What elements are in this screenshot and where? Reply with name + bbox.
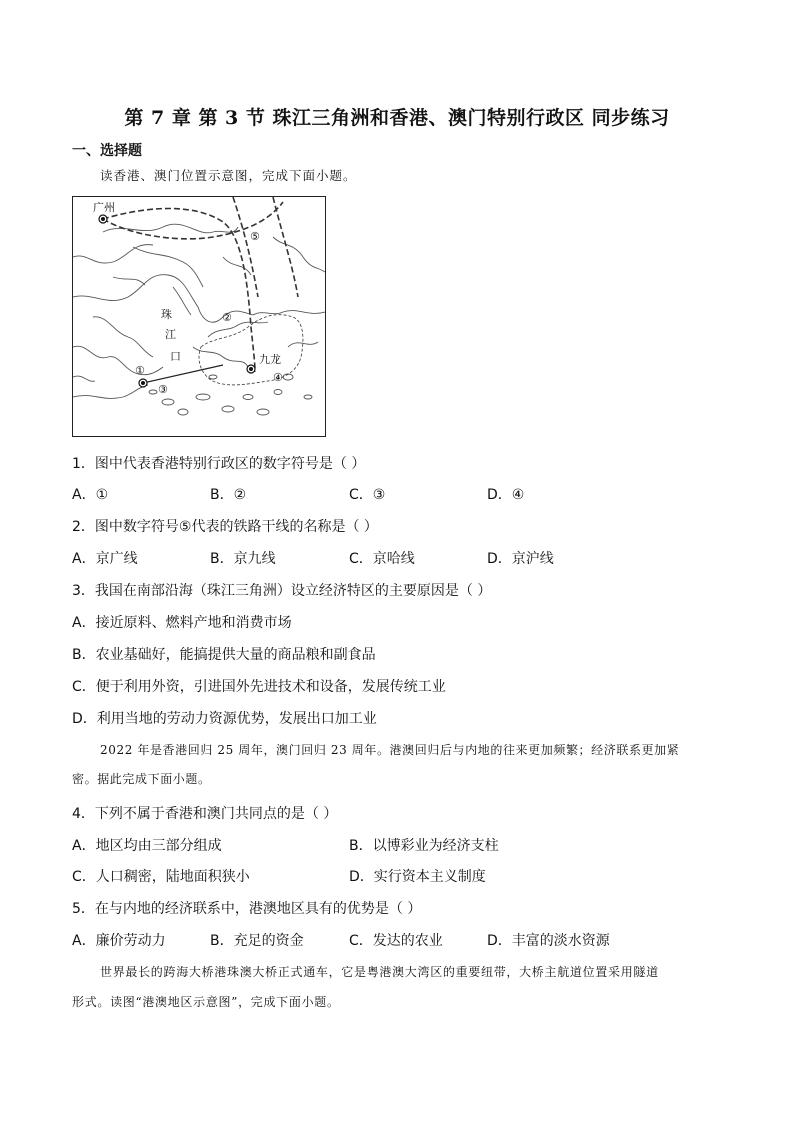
q5-option-b: B．充足的资金 xyxy=(210,933,304,949)
q2-option-c: C．京哈线 xyxy=(349,551,415,567)
q3-option-d: D．利用当地的劳动力资源优势，发展出口加工业 xyxy=(72,711,377,727)
section-heading: 一、选择题 xyxy=(72,143,142,159)
intro-text-2-line-2: 密。据此完成下面小题。 xyxy=(72,772,211,786)
question-4-stem: 4．下列不属于香港和澳门共同点的是（ ） xyxy=(72,806,338,822)
q1-option-d: D．④ xyxy=(487,487,525,503)
question-1-stem: 1．图中代表香港特别行政区的数字符号是（ ） xyxy=(72,456,366,472)
hk-macau-location-map xyxy=(72,196,326,437)
q1-option-a: A．① xyxy=(72,487,109,503)
intro-text-3-line-1: 世界最长的跨海大桥港珠澳大桥正式通车，它是粤港澳大湾区的重要纽带，大桥主航道位置采用隧道 xyxy=(100,965,659,979)
q5-option-d: D．丰富的淡水资源 xyxy=(487,933,610,949)
q3-option-c: C．便于利用外资，引进国外先进技术和设备，发展传统工业 xyxy=(72,679,446,695)
q3-option-a: A．接近原料、燃料产地和消费市场 xyxy=(72,615,292,631)
intro-text-3-line-2: 形式。读图“港澳地区示意图”，完成下面小题。 xyxy=(72,995,340,1009)
label-zhu: 珠 xyxy=(161,308,172,321)
q4-option-c: C．人口稠密，陆地面积狭小 xyxy=(72,869,250,885)
q4-option-b: B．以博彩业为经济支柱 xyxy=(349,838,499,854)
q1-option-c: C．③ xyxy=(349,487,386,503)
page-title: 第 7 章 第 3 节 珠江三角洲和香港、澳门特别行政区 同步练习 xyxy=(124,107,670,129)
q5-option-a: A．廉价劳动力 xyxy=(72,933,166,949)
question-2-stem: 2．图中数字符号⑤代表的铁路干线的名称是（ ） xyxy=(72,519,378,535)
label-num-2: ② xyxy=(222,311,232,324)
label-jiang: 江 xyxy=(165,328,176,341)
intro-text-2-line-1: 2022 年是香港回归 25 周年，澳门回归 23 周年。港澳回归后与内地的往来更加频繁；经济联系更加紧 xyxy=(100,743,680,757)
q4-option-a: A．地区均由三部分组成 xyxy=(72,838,222,854)
label-guangzhou: 广州 xyxy=(93,201,115,214)
label-kou: 口 xyxy=(170,350,181,363)
q3-option-b: B．农业基础好，能搞提供大量的商品粮和副食品 xyxy=(72,647,376,663)
city-dot-guangzhou xyxy=(99,215,107,223)
q2-option-d: D．京沪线 xyxy=(487,551,554,567)
q2-option-a: A．京广线 xyxy=(72,551,138,567)
label-num-4: ④ xyxy=(273,371,283,384)
q1-option-b: B．② xyxy=(210,487,247,503)
question-3-stem: 3．我国在南部沿海（珠江三角洲）设立经济特区的主要原因是（ ） xyxy=(72,583,492,599)
label-num-1: ① xyxy=(135,364,145,377)
q5-option-c: C．发达的农业 xyxy=(349,933,443,949)
question-5-stem: 5．在与内地的经济联系中，港澳地区具有的优势是（ ） xyxy=(72,901,422,917)
city-dot-macau xyxy=(139,379,147,387)
q4-option-d: D．实行资本主义制度 xyxy=(349,869,486,885)
label-jiulong: 九龙 xyxy=(259,353,281,366)
label-num-3: ③ xyxy=(158,383,168,396)
intro-text-1: 读香港、澳门位置示意图，完成下面小题。 xyxy=(100,168,357,183)
q2-option-b: B．京九线 xyxy=(210,551,276,567)
label-num-5: ⑤ xyxy=(250,230,260,243)
city-dot-hongkong xyxy=(247,365,255,373)
